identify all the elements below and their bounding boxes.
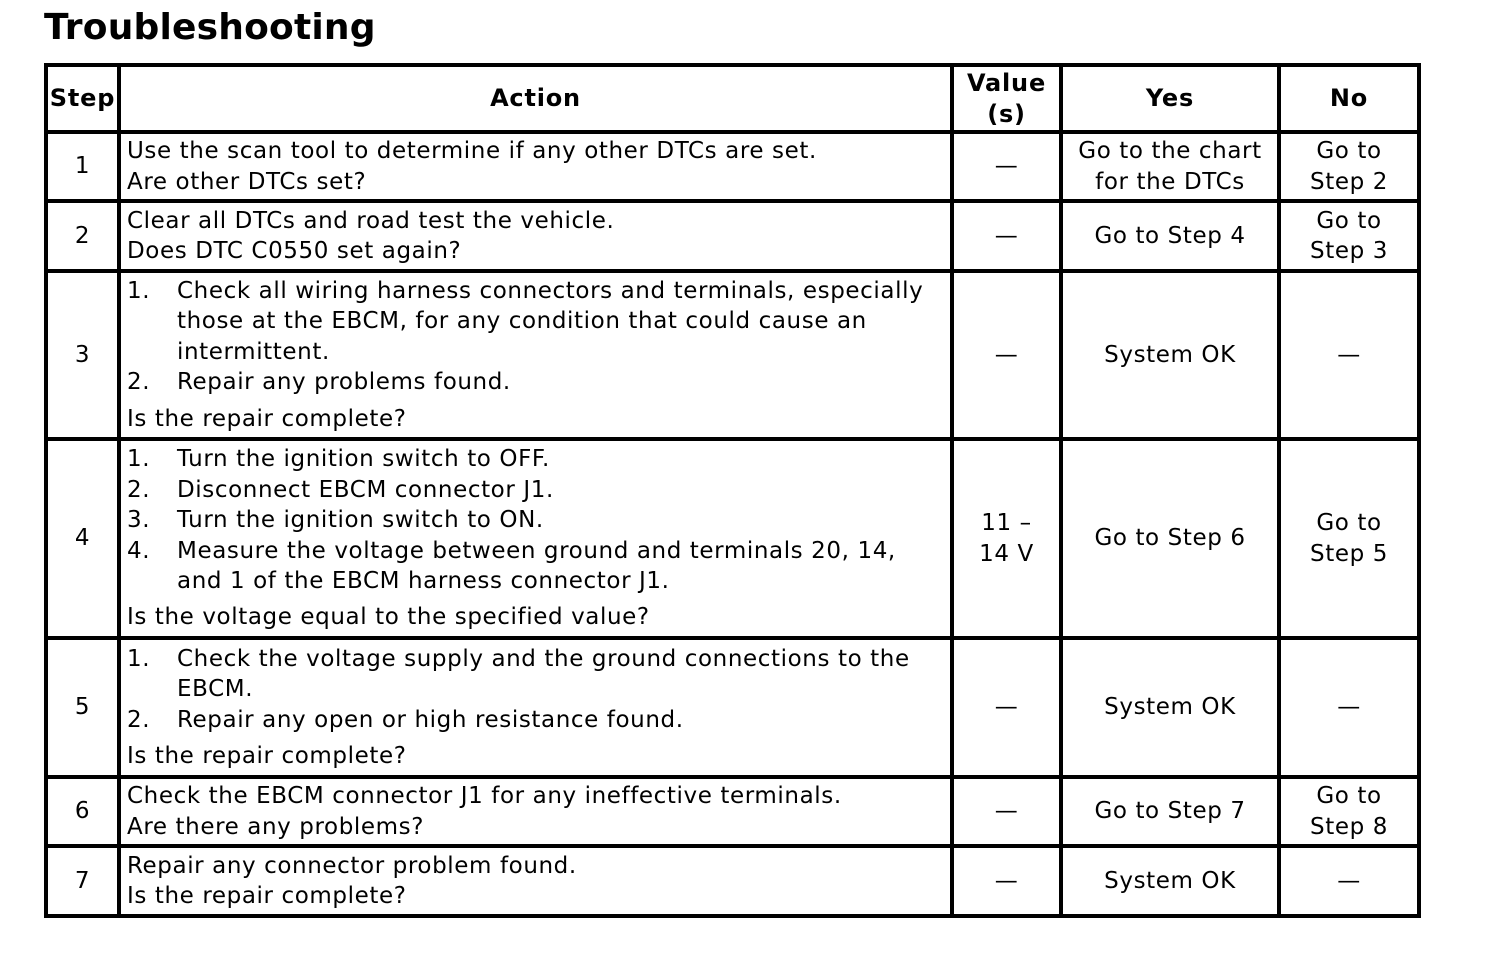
procedure-item xyxy=(127,705,946,735)
action-cell xyxy=(119,439,952,638)
procedure-item-number: 3. xyxy=(127,507,151,534)
procedure-item-number: 1. xyxy=(127,277,151,304)
action-line: Are other DTCs set? xyxy=(127,168,367,195)
procedure-item-text: Check all wiring harness connectors and terminals, especially those at the EBCM, for any condition that could cause an intermittent. xyxy=(177,277,924,365)
value-line: 14 V xyxy=(979,540,1034,567)
value-line: — xyxy=(994,798,1019,825)
yes-line: Go to Step 4 xyxy=(1094,222,1246,249)
action-cell xyxy=(119,846,952,916)
no-line: — xyxy=(1337,341,1361,368)
procedure-item-text: Turn the ignition switch to ON. xyxy=(177,507,544,534)
action-cell xyxy=(119,271,952,439)
header-step: Step xyxy=(46,65,119,132)
troubleshooting-table xyxy=(44,63,1421,918)
no-cell xyxy=(1279,638,1419,777)
step-number-cell: 4 xyxy=(46,439,119,638)
action-line: Use the scan tool to determine if any other DTCs are set. xyxy=(127,138,817,165)
procedure-item xyxy=(127,644,946,705)
value-line: — xyxy=(994,867,1019,894)
action-line: Check the EBCM connector J1 for any ineffective terminals. xyxy=(127,783,842,810)
procedure-item-text: Turn the ignition switch to OFF. xyxy=(177,446,550,473)
procedure-item-number: 2. xyxy=(127,706,151,733)
action-cell xyxy=(119,638,952,777)
procedure-list xyxy=(127,644,946,735)
procedure-item-text: Disconnect EBCM connector J1. xyxy=(177,476,554,503)
action-line: Does DTC C0550 set again? xyxy=(127,238,462,264)
procedure-item-text: Repair any problems found. xyxy=(177,369,511,396)
action-line: Clear all DTCs and road test the vehicle. xyxy=(127,207,615,234)
yes-cell xyxy=(1061,439,1279,638)
value-cell xyxy=(952,439,1061,638)
yes-line: System OK xyxy=(1104,341,1236,368)
value-cell xyxy=(952,846,1061,916)
action-line: Is the repair complete? xyxy=(127,883,407,909)
procedure-item-number: 1. xyxy=(127,446,151,473)
procedure-item xyxy=(127,276,946,367)
procedure-item-number: 1. xyxy=(127,645,151,672)
no-cell xyxy=(1279,201,1419,271)
yes-line: System OK xyxy=(1104,867,1236,894)
yes-cell xyxy=(1061,638,1279,777)
no-cell xyxy=(1279,846,1419,916)
table-row xyxy=(46,777,1419,846)
procedure-item-text: Measure the voltage between ground and terminals 20, 14, and 1 of the EBCM harness connector J1. xyxy=(177,537,896,594)
procedure-list xyxy=(127,276,946,398)
table-row xyxy=(46,271,1419,439)
no-line: Step 8 xyxy=(1310,813,1388,840)
table-header-row xyxy=(46,65,1419,132)
page-title: Troubleshooting xyxy=(44,7,376,48)
no-line: Go to xyxy=(1316,510,1382,537)
no-cell xyxy=(1279,439,1419,638)
step-number-cell: 5 xyxy=(46,638,119,777)
procedure-item xyxy=(127,475,946,505)
header-value-line1: Value xyxy=(966,68,1047,97)
procedure-item-number: 2. xyxy=(127,369,151,396)
yes-cell xyxy=(1061,777,1279,846)
yes-cell xyxy=(1061,846,1279,916)
procedure-item xyxy=(127,367,946,397)
no-line: Step 2 xyxy=(1310,168,1388,195)
step-number-cell: 3 xyxy=(46,271,119,439)
no-line: Go to xyxy=(1316,207,1382,234)
action-line: Are there any problems? xyxy=(127,813,425,840)
action-question: Is the voltage equal to the specified value? xyxy=(127,604,650,631)
action-line: Repair any connector problem found. xyxy=(127,852,577,879)
procedure-item-number: 2. xyxy=(127,476,151,503)
table-row xyxy=(46,638,1419,777)
yes-line: System OK xyxy=(1104,694,1236,721)
value-line: — xyxy=(994,153,1019,180)
table-row xyxy=(46,201,1419,271)
action-cell xyxy=(119,201,952,271)
no-cell xyxy=(1279,132,1419,201)
yes-line: Go to Step 7 xyxy=(1094,798,1246,825)
yes-cell xyxy=(1061,201,1279,271)
action-cell xyxy=(119,132,952,201)
step-number-cell: 6 xyxy=(46,777,119,846)
value-cell xyxy=(952,777,1061,846)
no-cell xyxy=(1279,777,1419,846)
procedure-list xyxy=(127,444,946,596)
no-line: — xyxy=(1337,694,1361,721)
header-value xyxy=(952,65,1061,132)
header-value-line2: (s) xyxy=(987,99,1026,128)
value-cell xyxy=(952,271,1061,439)
no-line: — xyxy=(1337,867,1361,894)
header-yes: Yes xyxy=(1061,65,1279,132)
value-line: — xyxy=(994,694,1019,721)
no-line: Go to xyxy=(1316,783,1382,810)
no-line: Step 5 xyxy=(1310,540,1388,567)
yes-line: for the DTCs xyxy=(1095,168,1245,195)
header-no: No xyxy=(1279,65,1419,132)
procedure-item-number: 4. xyxy=(127,537,151,564)
action-cell xyxy=(119,777,952,846)
table-row xyxy=(46,439,1419,638)
procedure-item xyxy=(127,536,946,597)
no-cell xyxy=(1279,271,1419,439)
no-line: Step 3 xyxy=(1310,238,1388,264)
step-number-cell: 2 xyxy=(46,201,119,271)
table-row xyxy=(46,132,1419,201)
value-line: 11 – xyxy=(981,510,1032,537)
procedure-item-text: Check the voltage supply and the ground connections to the EBCM. xyxy=(177,645,910,703)
table-row xyxy=(46,846,1419,916)
yes-cell xyxy=(1061,132,1279,201)
header-action: Action xyxy=(119,65,952,132)
value-cell xyxy=(952,638,1061,777)
step-number-cell: 7 xyxy=(46,846,119,916)
yes-cell xyxy=(1061,271,1279,439)
procedure-item xyxy=(127,505,946,535)
value-cell xyxy=(952,201,1061,271)
procedure-item xyxy=(127,444,946,474)
value-cell xyxy=(952,132,1061,201)
step-number-cell: 1 xyxy=(46,132,119,201)
value-line: — xyxy=(994,222,1019,249)
procedure-item-text: Repair any open or high resistance found. xyxy=(177,706,684,733)
no-line: Go to xyxy=(1316,138,1382,165)
action-question: Is the repair complete? xyxy=(127,405,407,432)
yes-line: Go to Step 6 xyxy=(1094,525,1246,552)
action-question: Is the repair complete? xyxy=(127,742,407,769)
value-line: — xyxy=(994,341,1019,368)
yes-line: Go to the chart xyxy=(1078,138,1262,165)
